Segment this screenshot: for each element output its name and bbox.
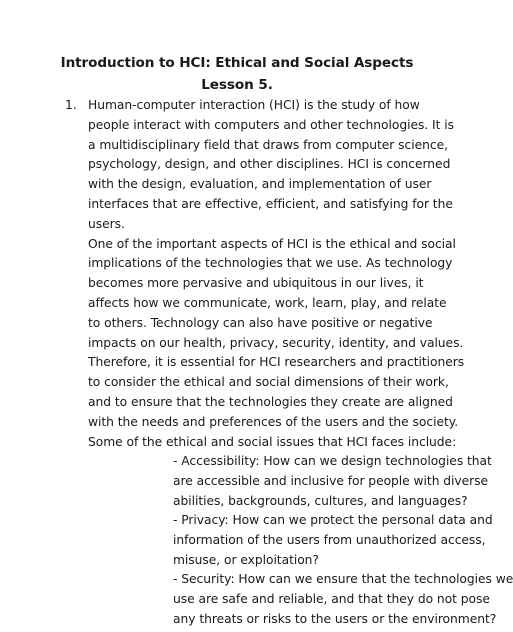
bullet-line: any threats or risks to the users or the environment? <box>173 611 497 626</box>
paragraph-line: with the design, evaluation, and implementation of user <box>88 177 432 192</box>
lesson-heading: Lesson 5. <box>201 77 273 93</box>
bullet-line: misuse, or exploitation? <box>173 552 319 567</box>
paragraph-line: a multidisciplinary field that draws from computer science, <box>88 137 448 152</box>
list-number: 1. <box>65 98 77 112</box>
bullet-security <box>173 570 513 629</box>
list-item-body <box>88 96 465 452</box>
paragraph-line: and to ensure that the technologies they create are aligned <box>88 394 453 409</box>
paragraph-line: to consider the ethical and social dimensions of their work, <box>88 375 449 390</box>
bullet-line: - Security: How can we ensure that the technologies we <box>173 572 513 586</box>
paragraph-line: One of the important aspects of HCI is the ethical and social <box>88 236 456 251</box>
bullet-line: abilities, backgrounds, cultures, and languages? <box>173 493 468 508</box>
bullet-line: - Privacy: How can we protect the personal data and <box>173 513 493 527</box>
paragraph-line: implications of the technologies that we use. As technology <box>88 256 453 271</box>
paragraph-line: to others. Technology can also have positive or negative <box>88 315 433 330</box>
bullet-privacy <box>173 511 493 570</box>
paragraph-line: users. <box>88 216 125 231</box>
bullet-line: use are safe and reliable, and that they do not pose <box>173 591 490 606</box>
paragraph-line: with the needs and preferences of the users and the society. <box>88 414 459 429</box>
paragraph-line: Some of the ethical and social issues that HCI faces include: <box>88 434 457 449</box>
paragraph-line: Human-computer interaction (HCI) is the study of how <box>88 98 420 112</box>
bullet-accessibility <box>173 452 492 511</box>
paragraph-line: impacts on our health, privacy, security, identity, and values. <box>88 335 464 350</box>
bullet-line: - Accessibility: How can we design technologies that <box>173 454 492 468</box>
bullet-line: information of the users from unauthorized access, <box>173 532 486 547</box>
paragraph-line: becomes more pervasive and ubiquitous in our lives, it <box>88 276 424 291</box>
paragraph-line: Therefore, it is essential for HCI researchers and practitioners <box>88 355 465 370</box>
paragraph-line: interfaces that are effective, efficient, and satisfying for the <box>88 196 453 211</box>
document-title: Introduction to HCI: Ethical and Social Aspects <box>60 55 414 71</box>
paragraph-line: affects how we communicate, work, learn, play, and relate <box>88 295 447 310</box>
bullet-line: are accessible and inclusive for people with diverse <box>173 473 489 488</box>
paragraph-line: people interact with computers and other technologies. It is <box>88 117 454 132</box>
paragraph-line: psychology, design, and other disciplines. HCI is concerned <box>88 157 451 172</box>
